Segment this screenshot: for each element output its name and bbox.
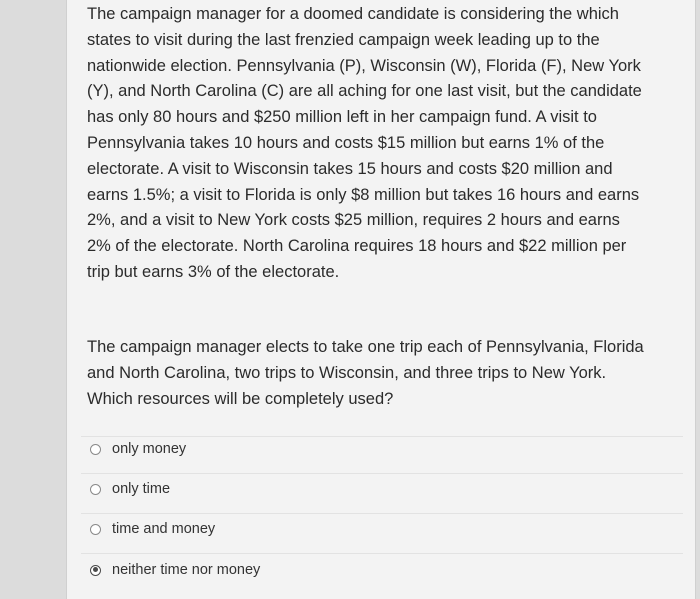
- option-label: time and money: [112, 521, 216, 537]
- radio-button[interactable]: [90, 444, 101, 455]
- option-label: neither time nor money: [112, 562, 261, 578]
- radio-button[interactable]: [90, 484, 101, 495]
- question-paragraph-1: The campaign manager for a doomed candidate is considering the which states to visit during the last frenzied campaign week leading up to the nationwide election. Pennsylvania (P), Wisconsin (W), Florida (F), New York (Y), and North Carolina (C) are all aching for one last visit, but the candidate has only 80 hours and $250 million left in her campaign fund. A visit to Pennsylvania takes 10 hours and costs $15 million but earns 1% of the electorate. A visit to Wisconsin takes 15 hours and costs $20 million and earns 1.5%; a visit to Florida is only $8 million but takes 16 hours and earns 2%, and a visit to New York costs $25 million, requires 2 hours and earns 2% of the electorate. North Carolina requires 18 hours and $22 million per trip but earns 3% of the electorate.: [87, 5, 642, 281]
- question-card: [66, 0, 696, 599]
- option-only-money[interactable]: [87, 434, 677, 464]
- option-only-time[interactable]: [87, 474, 677, 504]
- radio-button[interactable]: [90, 524, 101, 535]
- option-neither-time-nor-money[interactable]: [87, 555, 677, 585]
- question-paragraph-2: The campaign manager elects to take one trip each of Pennsylvania, Florida and North Carolina, two trips to Wisconsin, and three trips to New York. Which resources will be completely used?: [87, 338, 644, 408]
- option-label: only time: [112, 481, 171, 497]
- radio-button-selected[interactable]: [90, 565, 101, 576]
- option-label: only money: [112, 441, 187, 457]
- divider: [81, 553, 683, 554]
- option-time-and-money[interactable]: [87, 514, 677, 544]
